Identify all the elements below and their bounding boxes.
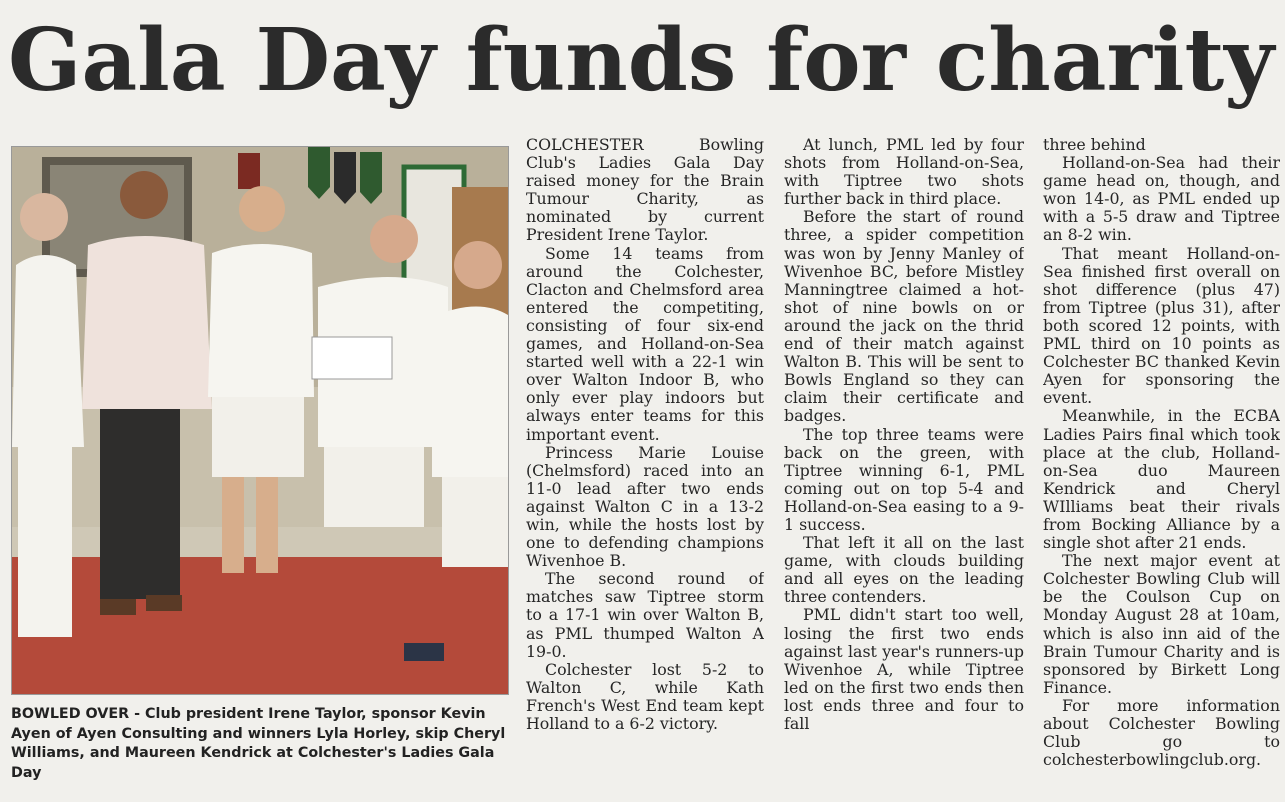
paragraph: The next major event at Colchester Bowling Club will be the Coulson Cup on Monday August 28 at 10am, which is also inn aid of the Brain Tumour Charity and is sponsored by Birkett Long Finance. (1043, 551, 1280, 697)
article-column-1 (526, 136, 764, 796)
paragraph: That left it all on the last game, with clouds building and all eyes on the leading three contenders. (784, 533, 1024, 607)
paragraph: At lunch, PML led by four shots from Holland-on-Sea, with Tiptree two shots further back in third place. (784, 136, 1024, 209)
paragraph: That meant Holland-on-Sea finished first overall on shot difference (plus 47) from Tiptree (plus 31), after both scored 12 points, with PML third on 10 points as Colchester BC thanked Kevin Ayen for sponsoring the event. (1043, 243, 1280, 408)
paragraph: Before the start of round three, a spider competition was won by Jenny Manley of Wivenhoe BC, before Mistley Manningtree claimed a hot-shot of nine bowls on or around the jack on the thrid end of their match against Walton B. This will be sent to Bowls England so they can claim their certificate and badges. (784, 207, 1024, 426)
paragraph: The top three teams were back on the green, with Tiptree winning 6-1, PML coming out on top 5-4 and Holland-on-Sea easing to a 9-1 success. (784, 424, 1024, 534)
article-photo (11, 146, 509, 695)
article-column-2 (784, 136, 1024, 796)
photo-illustration (12, 147, 508, 694)
caption-text: - Club president Irene Taylor, sponsor Kevin Ayen of Ayen Consulting and winners Lyla Horley, skip Cheryl Williams, and Maureen Kendrick at Colchester's Ladies Gala Day (11, 706, 506, 781)
paragraph: Meanwhile, in the ECBA Ladies Pairs final which took place at the club, Holland-on-Sea duo Maureen Kendrick and Cheryl WIlliams beat their rivals from Bocking Alliance by a single shot after 21 ends. (1043, 406, 1280, 553)
caption-lead: BOWLED OVER (11, 706, 130, 722)
paragraph: For more information about Colchester Bowling Club go to colchesterbowlingclub.org. (1043, 695, 1280, 770)
paragraph: PML didn't start too well, losing the first two ends against last year's runners-up Wivenhoe A, while Tiptree led on the first two ends then lost ends three and four to fall (784, 605, 1024, 733)
paragraph: Colchester lost 5-2 to Walton C, while Kath French's West End team kept Holland to a 6-2 victory. (526, 659, 764, 733)
paragraph: Princess Marie Louise (Chelmsford) raced into an 11-0 lead after two ends against Walton C in a 13-2 win, while the hosts lost by one to defending champions Wivenhoe B. (526, 442, 764, 571)
paragraph: The second round of matches saw Tiptree storm to a 17-1 win over Walton B, as PML thumped Walton A 19-0. (526, 569, 764, 661)
article-column-3 (1043, 136, 1280, 796)
paragraph: Holland-on-Sea had their game head on, though, and won 14-0, as PML ended up with a 5-5 draw and Tiptree an 8-2 win. (1043, 153, 1280, 245)
paragraph: Some 14 teams from around the Colchester, Clacton and Chelmsford area entered the competiting, consisting of four six-end games, and Holland-on-Sea started well with a 22-1 win over Walton Indoor B, who only ever play indoors but always enter teams for this important event. (526, 243, 764, 444)
paragraph: three behind (1043, 136, 1146, 154)
paragraph: COLCHESTER Bowling Club's Ladies Gala Day raised money for the Brain Tumour Charity, as nominated by current President Irene Taylor. (526, 136, 764, 245)
headline: Gala Day funds for charity (8, 10, 1275, 111)
photo-caption (11, 705, 511, 783)
